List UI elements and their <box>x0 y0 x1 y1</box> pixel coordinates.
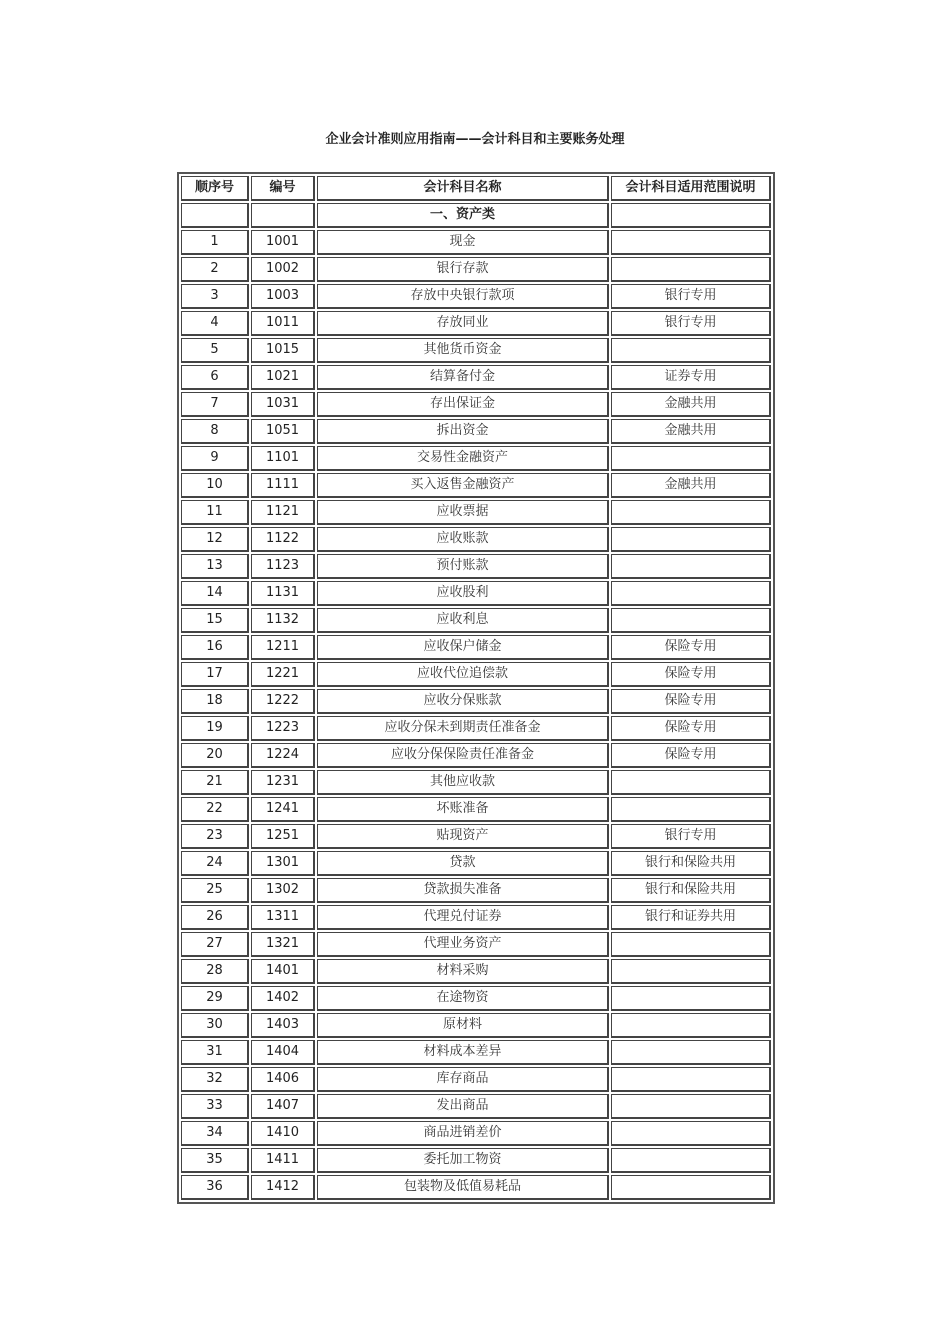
seq-cell: 18 <box>181 689 249 714</box>
scope-cell: 银行和证券共用 <box>611 905 771 930</box>
table-row <box>181 500 771 525</box>
code-cell: 1002 <box>251 257 315 282</box>
scope-cell <box>611 932 771 957</box>
account-name-cell: 结算备付金 <box>317 365 609 390</box>
account-name-cell: 交易性金融资产 <box>317 446 609 471</box>
table-row <box>181 878 771 903</box>
scope-cell <box>611 608 771 633</box>
account-name-cell: 应收分保保险责任准备金 <box>317 743 609 768</box>
account-name-cell: 其他货币资金 <box>317 338 609 363</box>
code-cell: 1223 <box>251 716 315 741</box>
code-cell: 1231 <box>251 770 315 795</box>
account-name-cell: 应收股利 <box>317 581 609 606</box>
code-cell: 1222 <box>251 689 315 714</box>
scope-cell <box>611 1013 771 1038</box>
code-cell: 1131 <box>251 581 315 606</box>
seq-cell: 29 <box>181 986 249 1011</box>
account-name-cell: 贷款 <box>317 851 609 876</box>
table-row <box>181 1067 771 1092</box>
account-name-cell: 材料采购 <box>317 959 609 984</box>
scope-cell: 金融共用 <box>611 473 771 498</box>
code-cell: 1301 <box>251 851 315 876</box>
table-row <box>181 635 771 660</box>
code-cell: 1221 <box>251 662 315 687</box>
account-name-cell: 应收分保账款 <box>317 689 609 714</box>
table-row <box>181 932 771 957</box>
account-name-cell: 发出商品 <box>317 1094 609 1119</box>
code-cell: 1211 <box>251 635 315 660</box>
code-cell: 1003 <box>251 284 315 309</box>
account-name-cell: 应收利息 <box>317 608 609 633</box>
table-row <box>181 527 771 552</box>
seq-cell: 33 <box>181 1094 249 1119</box>
table-row <box>181 770 771 795</box>
scope-cell <box>611 554 771 579</box>
seq-cell: 27 <box>181 932 249 957</box>
table-row <box>181 230 771 255</box>
scope-cell <box>611 1175 771 1200</box>
code-cell: 1111 <box>251 473 315 498</box>
seq-cell: 22 <box>181 797 249 822</box>
code-cell: 1404 <box>251 1040 315 1065</box>
scope-cell <box>611 986 771 1011</box>
table-row <box>181 446 771 471</box>
table-row <box>181 419 771 444</box>
seq-cell: 3 <box>181 284 249 309</box>
scope-cell <box>611 230 771 255</box>
scope-cell: 银行专用 <box>611 824 771 849</box>
table-row <box>181 689 771 714</box>
code-cell: 1051 <box>251 419 315 444</box>
code-cell: 1251 <box>251 824 315 849</box>
seq-cell: 9 <box>181 446 249 471</box>
table-row <box>181 662 771 687</box>
table-row <box>181 959 771 984</box>
account-name-cell: 现金 <box>317 230 609 255</box>
seq-cell: 21 <box>181 770 249 795</box>
account-name-cell: 包装物及低值易耗品 <box>317 1175 609 1200</box>
scope-cell: 银行和保险共用 <box>611 851 771 876</box>
seq-cell: 17 <box>181 662 249 687</box>
scope-cell <box>611 959 771 984</box>
account-name-cell: 其他应收款 <box>317 770 609 795</box>
code-cell: 1224 <box>251 743 315 768</box>
account-name-cell: 应收代位追偿款 <box>317 662 609 687</box>
code-cell: 1302 <box>251 878 315 903</box>
category-code-cell <box>251 203 315 228</box>
seq-cell: 30 <box>181 1013 249 1038</box>
table-row <box>181 797 771 822</box>
scope-cell: 证券专用 <box>611 365 771 390</box>
table-row <box>181 743 771 768</box>
seq-cell: 28 <box>181 959 249 984</box>
seq-cell: 36 <box>181 1175 249 1200</box>
seq-cell: 2 <box>181 257 249 282</box>
scope-cell <box>611 1067 771 1092</box>
scope-cell <box>611 338 771 363</box>
code-cell: 1410 <box>251 1121 315 1146</box>
account-name-cell: 应收保户储金 <box>317 635 609 660</box>
scope-cell: 银行和保险共用 <box>611 878 771 903</box>
code-cell: 1412 <box>251 1175 315 1200</box>
seq-cell: 12 <box>181 527 249 552</box>
table-row <box>181 905 771 930</box>
table-row <box>181 257 771 282</box>
seq-cell: 34 <box>181 1121 249 1146</box>
seq-cell: 20 <box>181 743 249 768</box>
table-row <box>181 716 771 741</box>
category-scope-cell <box>611 203 771 228</box>
seq-cell: 19 <box>181 716 249 741</box>
seq-cell: 13 <box>181 554 249 579</box>
account-name-cell: 银行存款 <box>317 257 609 282</box>
scope-cell: 保险专用 <box>611 716 771 741</box>
header-code: 编号 <box>251 176 315 201</box>
account-name-cell: 买入返售金融资产 <box>317 473 609 498</box>
code-cell: 1031 <box>251 392 315 417</box>
scope-cell <box>611 797 771 822</box>
account-name-cell: 坏账准备 <box>317 797 609 822</box>
seq-cell: 1 <box>181 230 249 255</box>
seq-cell: 26 <box>181 905 249 930</box>
seq-cell: 5 <box>181 338 249 363</box>
scope-cell <box>611 1040 771 1065</box>
account-name-cell: 代理业务资产 <box>317 932 609 957</box>
account-name-cell: 商品进销差价 <box>317 1121 609 1146</box>
seq-cell: 23 <box>181 824 249 849</box>
scope-cell <box>611 1148 771 1173</box>
table-row <box>181 473 771 498</box>
scope-cell <box>611 581 771 606</box>
scope-cell: 银行专用 <box>611 311 771 336</box>
account-name-cell: 应收分保未到期责任准备金 <box>317 716 609 741</box>
account-name-cell: 拆出资金 <box>317 419 609 444</box>
code-cell: 1101 <box>251 446 315 471</box>
code-cell: 1132 <box>251 608 315 633</box>
table-row <box>181 1094 771 1119</box>
scope-cell: 银行专用 <box>611 284 771 309</box>
seq-cell: 4 <box>181 311 249 336</box>
table-row <box>181 1148 771 1173</box>
seq-cell: 31 <box>181 1040 249 1065</box>
seq-cell: 24 <box>181 851 249 876</box>
account-name-cell: 存放中央银行款项 <box>317 284 609 309</box>
account-name-cell: 代理兑付证券 <box>317 905 609 930</box>
scope-cell <box>611 1121 771 1146</box>
seq-cell: 6 <box>181 365 249 390</box>
seq-cell: 25 <box>181 878 249 903</box>
account-name-cell: 库存商品 <box>317 1067 609 1092</box>
code-cell: 1021 <box>251 365 315 390</box>
table-row <box>181 284 771 309</box>
document-title: 企业会计准则应用指南——会计科目和主要账务处理 <box>325 132 625 147</box>
scope-cell: 金融共用 <box>611 392 771 417</box>
scope-cell: 保险专用 <box>611 689 771 714</box>
header-seq: 顺序号 <box>181 176 249 201</box>
seq-cell: 32 <box>181 1067 249 1092</box>
table-row <box>181 365 771 390</box>
code-cell: 1321 <box>251 932 315 957</box>
scope-cell <box>611 257 771 282</box>
scope-cell <box>611 770 771 795</box>
code-cell: 1011 <box>251 311 315 336</box>
code-cell: 1407 <box>251 1094 315 1119</box>
account-name-cell: 应收票据 <box>317 500 609 525</box>
table-row <box>181 554 771 579</box>
table-row <box>181 1175 771 1200</box>
table-row <box>181 581 771 606</box>
table-row <box>181 338 771 363</box>
scope-cell <box>611 500 771 525</box>
seq-cell: 35 <box>181 1148 249 1173</box>
table-row <box>181 1040 771 1065</box>
category-row <box>181 203 771 228</box>
account-name-cell: 原材料 <box>317 1013 609 1038</box>
scope-cell <box>611 527 771 552</box>
scope-cell <box>611 1094 771 1119</box>
table-row <box>181 608 771 633</box>
seq-cell: 8 <box>181 419 249 444</box>
code-cell: 1241 <box>251 797 315 822</box>
category-seq-cell <box>181 203 249 228</box>
scope-cell: 金融共用 <box>611 419 771 444</box>
table-row <box>181 392 771 417</box>
account-name-cell: 材料成本差异 <box>317 1040 609 1065</box>
table-row <box>181 986 771 1011</box>
account-name-cell: 委托加工物资 <box>317 1148 609 1173</box>
code-cell: 1401 <box>251 959 315 984</box>
seq-cell: 16 <box>181 635 249 660</box>
code-cell: 1311 <box>251 905 315 930</box>
code-cell: 1122 <box>251 527 315 552</box>
header-account-name: 会计科目名称 <box>317 176 609 201</box>
code-cell: 1403 <box>251 1013 315 1038</box>
code-cell: 1411 <box>251 1148 315 1173</box>
scope-cell: 保险专用 <box>611 743 771 768</box>
seq-cell: 11 <box>181 500 249 525</box>
seq-cell: 14 <box>181 581 249 606</box>
account-name-cell: 贷款损失准备 <box>317 878 609 903</box>
code-cell: 1121 <box>251 500 315 525</box>
scope-cell: 保险专用 <box>611 635 771 660</box>
account-name-cell: 应收账款 <box>317 527 609 552</box>
code-cell: 1406 <box>251 1067 315 1092</box>
category-label: 一、资产类 <box>317 203 609 228</box>
seq-cell: 10 <box>181 473 249 498</box>
table-row <box>181 1121 771 1146</box>
header-scope: 会计科目适用范围说明 <box>611 176 771 201</box>
code-cell: 1015 <box>251 338 315 363</box>
code-cell: 1123 <box>251 554 315 579</box>
table-row <box>181 824 771 849</box>
table-row <box>181 311 771 336</box>
table-row <box>181 851 771 876</box>
table-row <box>181 1013 771 1038</box>
account-name-cell: 贴现资产 <box>317 824 609 849</box>
account-name-cell: 存放同业 <box>317 311 609 336</box>
account-name-cell: 在途物资 <box>317 986 609 1011</box>
scope-cell <box>611 446 771 471</box>
code-cell: 1402 <box>251 986 315 1011</box>
table-header-row <box>181 176 771 201</box>
code-cell: 1001 <box>251 230 315 255</box>
account-name-cell: 存出保证金 <box>317 392 609 417</box>
scope-cell: 保险专用 <box>611 662 771 687</box>
accounts-table <box>177 172 775 1204</box>
seq-cell: 15 <box>181 608 249 633</box>
account-name-cell: 预付账款 <box>317 554 609 579</box>
seq-cell: 7 <box>181 392 249 417</box>
